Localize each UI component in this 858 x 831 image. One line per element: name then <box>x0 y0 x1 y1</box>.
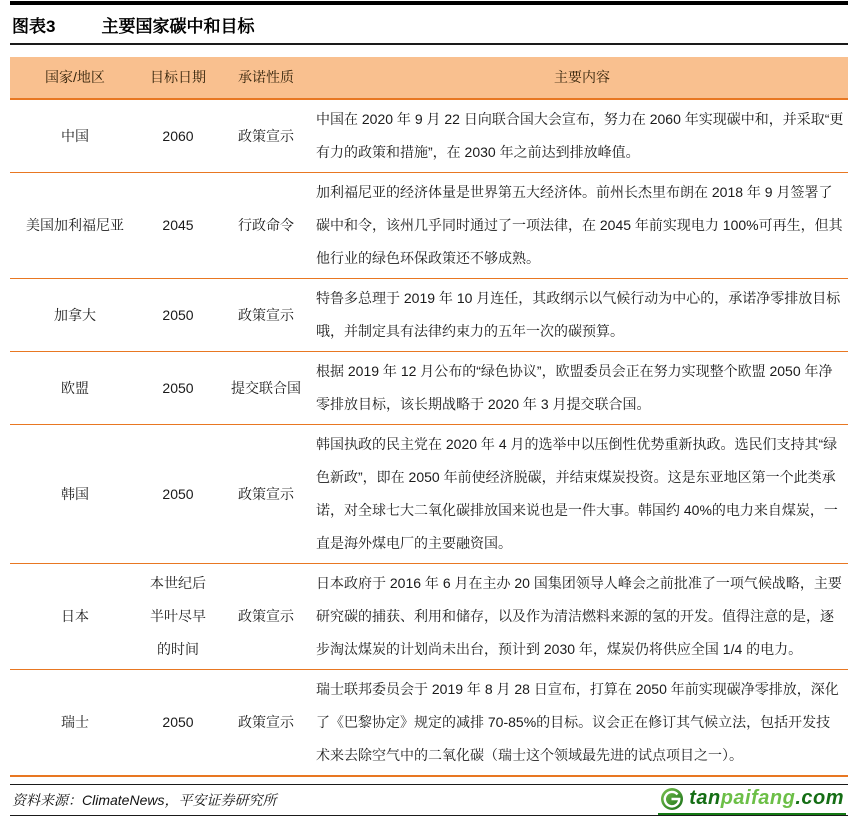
target-date-cell <box>140 279 216 351</box>
tanpaifang-logo[interactable] <box>658 786 846 815</box>
table-row <box>10 278 848 351</box>
table-row <box>10 424 848 563</box>
table-header-row <box>10 57 848 100</box>
figure-header <box>10 5 848 43</box>
logo-part-tan: tan <box>689 787 721 809</box>
region-cell: 瑞士 <box>61 714 89 730</box>
commitment-cell: 政策宣示 <box>238 127 294 144</box>
column-header-content: 主要内容 <box>554 69 610 85</box>
content-cell: 日本政府于 2016 年 6 月在主办 20 国集团领导人峰会之前批准了一项气候战略，主要研究碳的捕获、利用和储存，以及作为清洁燃料来源的氢的开发。值得注意的是，逐步淘汰煤炭的计划尚未出台，预计到 2030 年，煤炭仍将供应全国 1/4 的电力。 <box>316 575 842 657</box>
logo-part-paifang: paifang <box>720 787 796 809</box>
report-figure-page <box>0 1 858 831</box>
target-date-text: 2050 <box>162 485 194 502</box>
tanpaifang-logo-icon <box>660 787 684 811</box>
commitment-cell: 政策宣示 <box>238 306 294 323</box>
figure-title: 主要国家碳中和目标 <box>101 17 255 36</box>
table-body <box>10 100 848 775</box>
table-row <box>10 351 848 424</box>
footer <box>10 785 848 815</box>
target-date-text: 本世纪后半叶尽早的时间 <box>150 575 206 657</box>
target-date-cell <box>140 173 216 278</box>
title-underline <box>10 43 848 45</box>
content-cell: 韩国执政的民主党在 2020 年 4 月的选举中以压倒性优势重新执政。选民们支持其“绿色新政”，即在 2050 年前使经济脱碳，并结束煤炭投资。这是东亚地区第一个此类承诺，对全球七大二氧化碳排放国来说也是一件大事。韩国约 40%的电力来自煤炭，一直是海外煤电厂的主要融资国。 <box>316 436 838 551</box>
region-cell: 欧盟 <box>61 379 89 396</box>
column-header-target-date: 目标日期 <box>150 69 206 85</box>
commitment-cell: 提交联合国 <box>231 379 301 396</box>
data-source-text: 资料来源：ClimateNews，平安证券研究所 <box>12 792 277 808</box>
content-cell: 中国在 2020 年 9 月 22 日向联合国大会宣布，努力在 2060 年实现碳中和，并采取“更有力的政策和措施”，在 2030 年之前达到排放峰值。 <box>316 111 844 160</box>
content-cell: 根据 2019 年 12 月公布的“绿色协议”，欧盟委员会正在努力实现整个欧盟 2050 年净零排放目标，该长期战略于 2020 年 3 月提交联合国。 <box>316 363 833 412</box>
region-cell: 美国加利福尼亚 <box>26 217 124 233</box>
table-row <box>10 669 848 775</box>
region-cell: 中国 <box>61 127 89 144</box>
commitment-cell: 行政命令 <box>238 217 294 233</box>
target-date-cell <box>140 425 216 563</box>
target-date-cell <box>140 564 216 669</box>
footer-bottom-rule <box>10 815 848 816</box>
content-cell: 瑞士联邦委员会于 2019 年 8 月 28 日宣布，打算在 2050 年前实现碳净零排放，深化了《巴黎协定》规定的减排 70-85%的目标。议会正在修订其气候立法，包括开发技术来去除空气中的二氧化碳（瑞士这个领域最先进的试点项目之一）。 <box>316 681 839 763</box>
content-cell: 加利福尼亚的经济体量是世界第五大经济体。前州长杰里布朗在 2018 年 9 月签署了碳中和令，该州几乎同时通过了一项法律，在 2045 年前实现电力 100%可再生，但其他行业的绿色环保政策还不够成熟。 <box>316 184 843 266</box>
table-row <box>10 563 848 669</box>
commitment-cell: 政策宣示 <box>238 608 294 624</box>
region-cell: 韩国 <box>61 485 89 502</box>
target-date-cell <box>140 100 216 172</box>
target-date-text: 2050 <box>162 306 194 323</box>
commitment-cell: 政策宣示 <box>238 485 294 502</box>
target-date-cell <box>140 670 216 775</box>
commitment-cell: 政策宣示 <box>238 714 294 730</box>
logo-part-com: .com <box>795 787 844 809</box>
tanpaifang-logo-text <box>689 787 844 810</box>
target-date-text: 2060 <box>162 127 194 144</box>
content-cell: 特鲁多总理于 2019 年 10 月连任，其政纲示以气候行动为中心的，承诺净零排放目标哦，并制定具有法律约束力的五年一次的碳预算。 <box>316 290 841 339</box>
region-cell: 日本 <box>61 608 89 624</box>
column-header-commitment: 承诺性质 <box>238 69 294 85</box>
target-date-text: 2050 <box>162 379 194 396</box>
table-row <box>10 100 848 172</box>
table-row <box>10 172 848 278</box>
target-date-cell <box>140 352 216 424</box>
figure-label: 图表3 <box>12 17 56 36</box>
carbon-neutrality-table <box>10 57 848 777</box>
column-header-region: 国家/地区 <box>45 69 105 85</box>
region-cell: 加拿大 <box>54 306 96 323</box>
target-date-text: 2050 <box>162 714 194 730</box>
target-date-text: 2045 <box>162 217 194 233</box>
